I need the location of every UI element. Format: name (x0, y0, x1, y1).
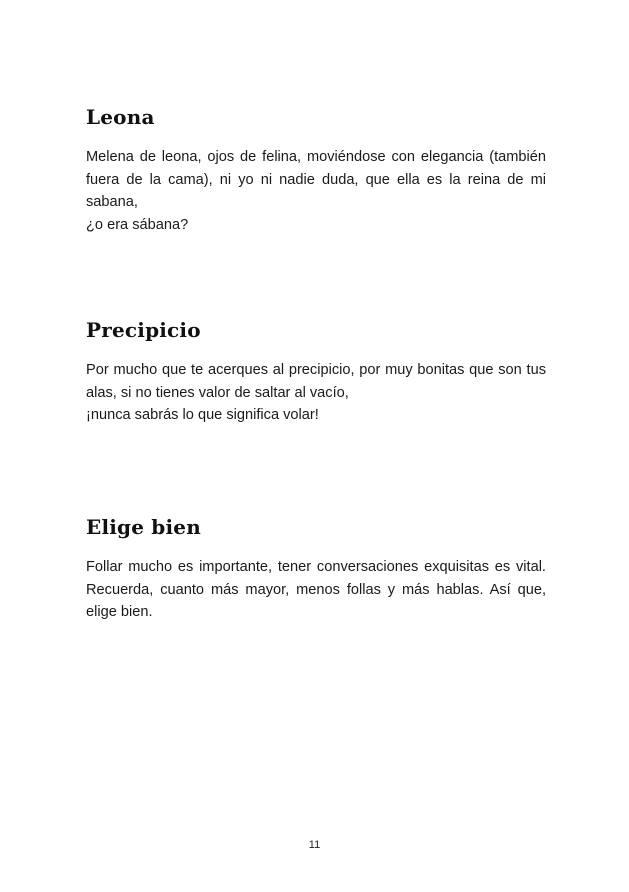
section-title: Elige bien (86, 515, 201, 539)
section-leona (86, 104, 546, 236)
page-number: 11 (308, 839, 321, 851)
section-closing-line: ¡nunca sabrás lo que significa volar! (86, 407, 319, 423)
section-closing-line: ¿o era sábana? (86, 216, 189, 233)
section-paragraph: Melena de leona, ojos de felina, moviéndose con elegancia (también fuera de la cama), ni yo ni nadie duda, que ella es la reina de mi sabana, (86, 149, 546, 210)
section-paragraph: Follar mucho es importante, tener conversaciones exquisitas es vital. Recuerda, cuanto más mayor, menos follas y más hablas. Así que, elige bien. (86, 559, 546, 620)
section-title: Leona (86, 105, 155, 129)
section-body (86, 359, 546, 427)
section-title: Precipicio (86, 318, 201, 342)
section-paragraph: Por mucho que te acerques al precipicio, por muy bonitas que son tus alas, si no tienes valor de saltar al vacío, (86, 362, 546, 401)
section-elige-bien (86, 514, 546, 624)
section-body (86, 556, 546, 624)
section-body (86, 146, 546, 236)
section-precipicio (86, 317, 546, 427)
